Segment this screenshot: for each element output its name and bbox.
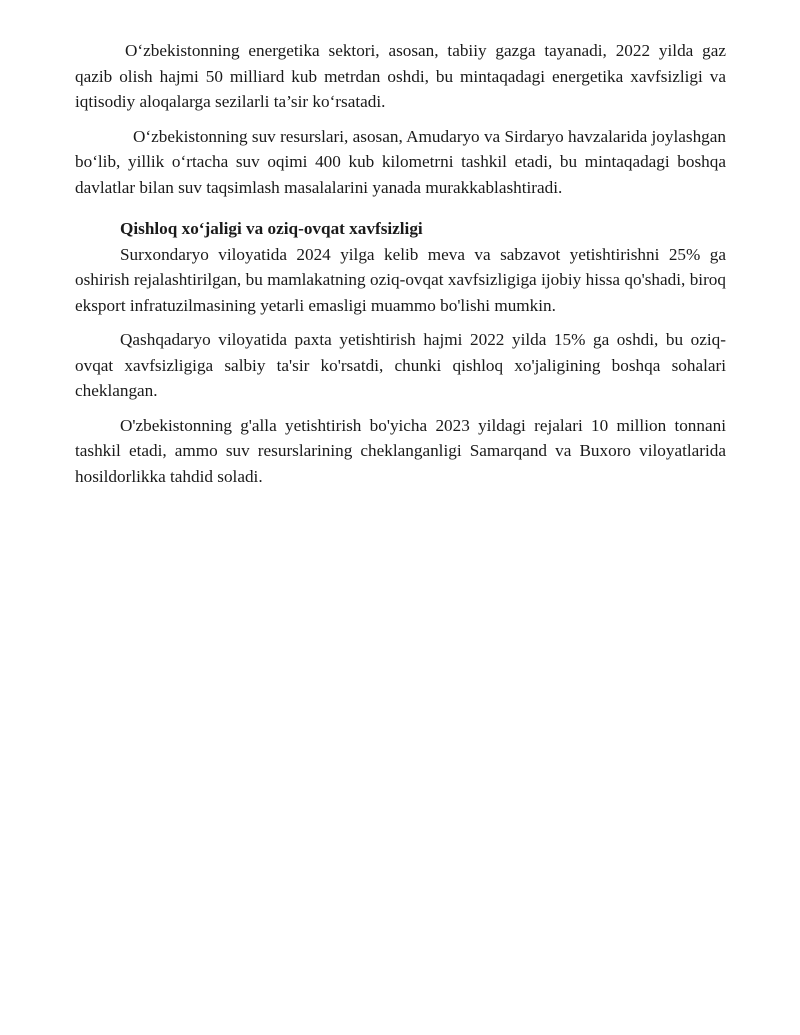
section-heading: Qishloq xo‘jaligi va oziq-ovqat xavfsizligi — [120, 219, 423, 238]
document-page — [75, 38, 726, 489]
paragraph-qashqadaryo: Qashqadaryo viloyatida paxta yetishtirish hajmi 2022 yilda 15% ga oshdi, bu oziq-ovqat xavfsizligiga salbiy ta'sir ko'rsatdi, chunki qishloq xo'jaligining boshqa sohalari cheklangan. — [75, 330, 726, 400]
paragraph-energy-sector: O‘zbekistonning energetika sektori, asosan, tabiiy gazga tayanadi, 2022 yilda gaz qazib olish hajmi 50 milliard kub metrdan oshdi, bu mintaqadagi energetika xavfsizligi va iqtisodiy aloqalarga sezilarli ta’sir ko‘rsatadi. — [75, 41, 726, 111]
paragraph-water-resources: O‘zbekistonning suv resurslari, asosan, Amudaryo va Sirdaryo havzalarida joylashgan bo‘lib, yillik o‘rtacha suv oqimi 400 kub kilometrni tashkil etadi, bu mintaqadagi boshqa davlatlar bilan suv taqsimlash masalalarini yanada murakkablashtiradi. — [75, 126, 726, 197]
paragraph-surxondaryo: Surxondaryo viloyatida 2024 yilga kelib meva va sabzavot yetishtirishni 25% ga oshirish rejalashtirilgan, bu mamlakatning oziq-ovqat xavfsizligiga ijobiy hissa qo'shadi, biroq eksport infratuzilmasining yetarli emasligi muammo bo'lishi mumkin. — [75, 244, 726, 315]
paragraph-grain-production: O'zbekistonning g'alla yetishtirish bo'yicha 2023 yildagi rejalari 10 million tonnani tashkil etadi, ammo suv resurslarining cheklanganligi Samarqand va Buxoro viloyatlarida hosildorlikka tahdid soladi. — [75, 415, 726, 486]
